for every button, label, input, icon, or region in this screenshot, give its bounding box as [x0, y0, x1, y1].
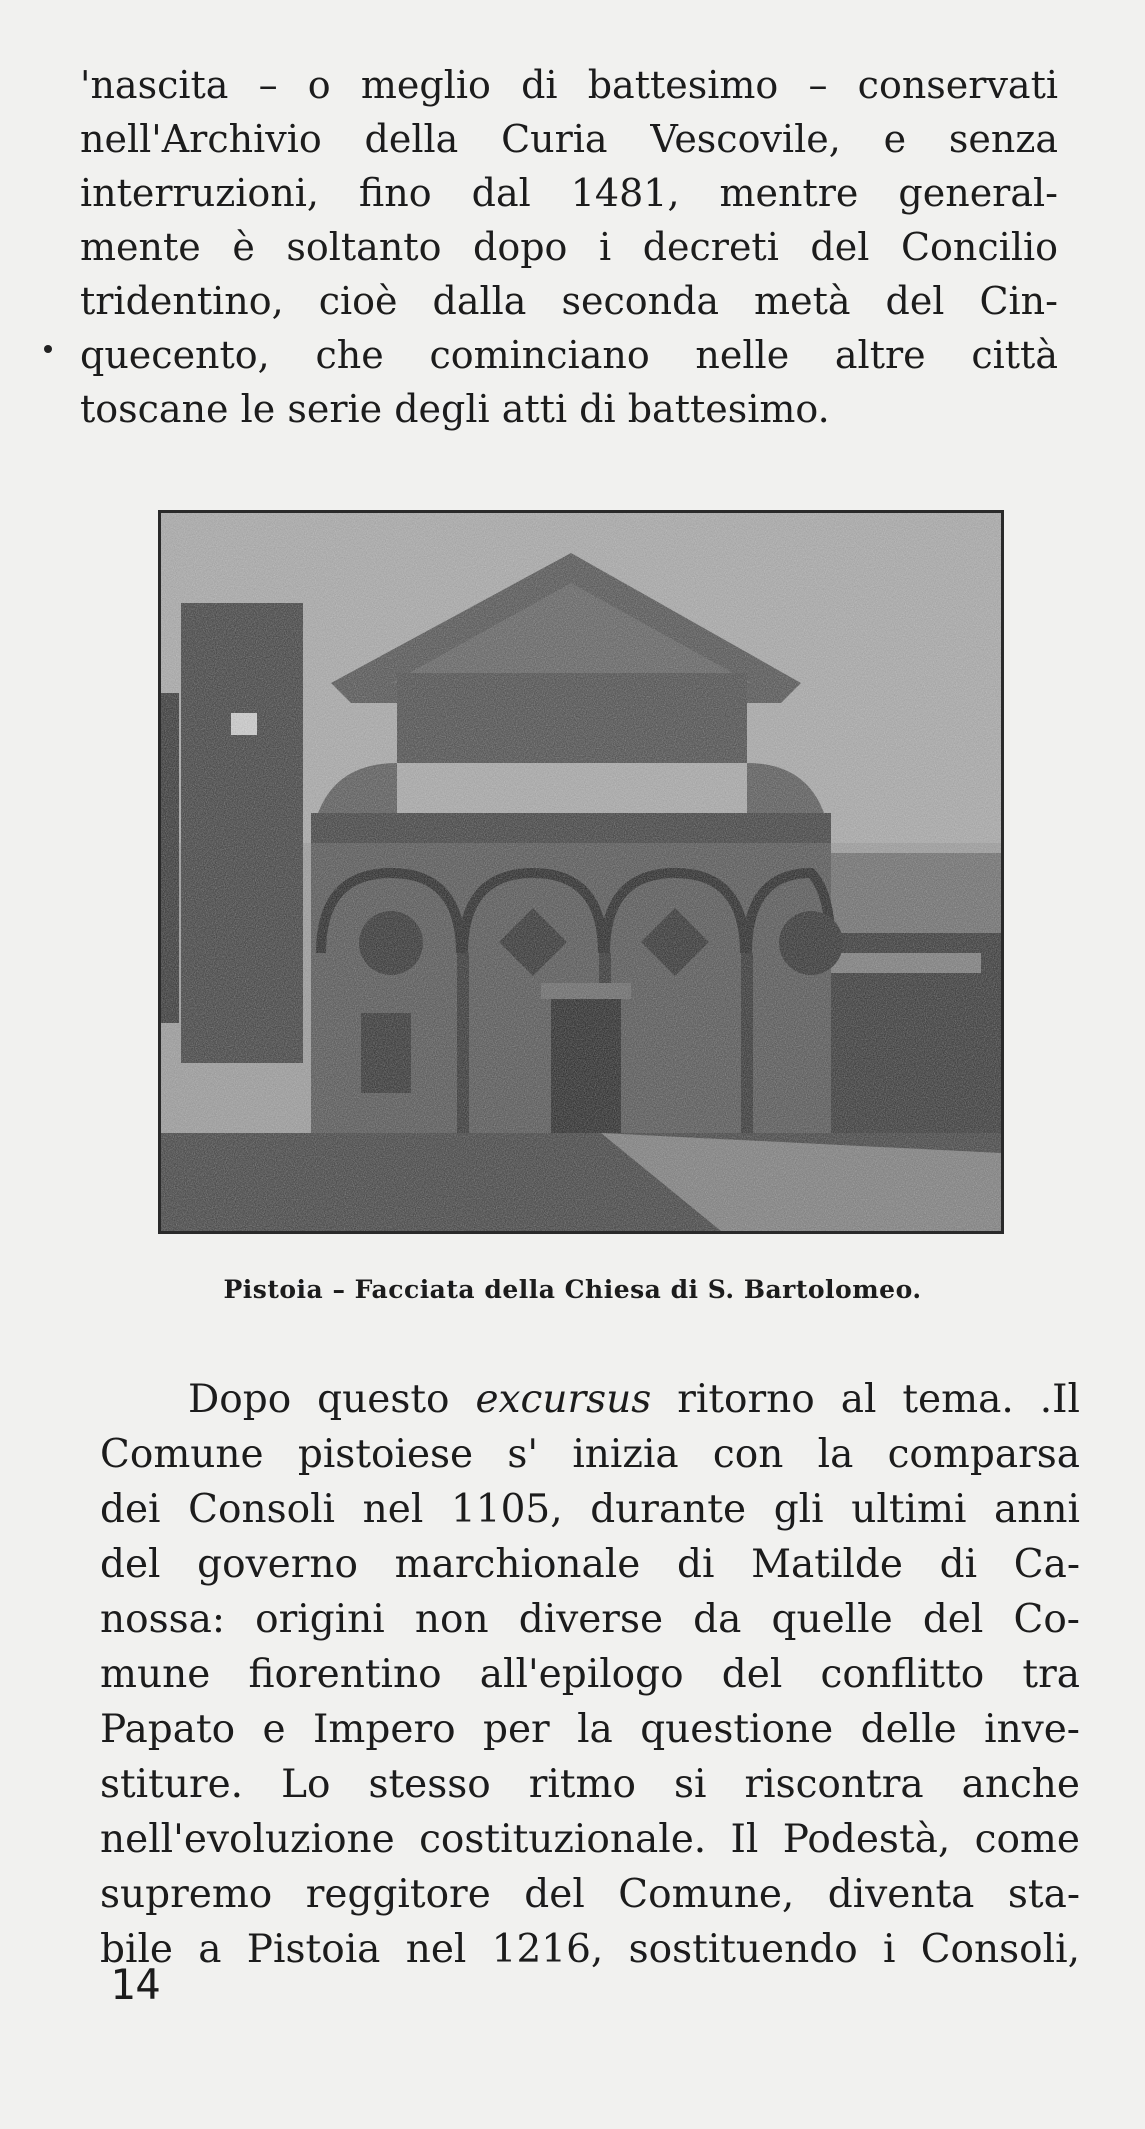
text-line-first [100, 1372, 1080, 1427]
text-line: Comune pistoiese s' inizia con la comparsa [100, 1432, 1080, 1477]
text-line: dei Consoli nel 1105, durante gli ultimi anni [100, 1487, 1080, 1532]
text-line: nossa: origini non diverse da quelle del Co- [100, 1597, 1080, 1642]
text-line: tridentino, cioè dalla seconda metà del Cin- [80, 279, 1058, 323]
figure-caption: Pistoia – Facciata della Chiesa di S. Bartolomeo. [223, 1275, 922, 1304]
church-facade-photo [158, 510, 1004, 1234]
paragraph-top [80, 58, 1058, 436]
page-number: 14 [110, 1960, 161, 2009]
text-line: 'nascita – o meglio di battesimo – conservati [80, 63, 1058, 107]
text-line: quecento, che cominciano nelle altre città [80, 333, 1058, 377]
text-line: mente è soltanto dopo i decreti del Concilio [80, 225, 1058, 269]
text-line: mune fiorentino all'epilogo del conflitto tra [100, 1652, 1080, 1697]
text-line: supremo reggitore del Comune, diventa sta- [100, 1872, 1080, 1917]
text-line: nell'Archivio della Curia Vescovile, e senza [80, 117, 1058, 161]
text-line: stiture. Lo stesso ritmo si riscontra anche [100, 1762, 1080, 1807]
church-illustration [161, 513, 1001, 1231]
text-line: interruzioni, fino dal 1481, mentre general- [80, 171, 1058, 215]
text-line: nell'evoluzione costituzionale. Il Podestà, come [100, 1817, 1080, 1862]
text-fragment: ritorno al tema. .Il [651, 1377, 1080, 1422]
text-fragment: Dopo questo [188, 1377, 476, 1422]
emphasis-excursus: excursus [475, 1377, 652, 1422]
ink-speck [44, 345, 52, 353]
text-line: Papato e Impero per la questione delle inve- [100, 1707, 1080, 1752]
text-line: del governo marchionale di Matilde di Ca- [100, 1542, 1080, 1587]
paragraph-bottom [100, 1372, 1080, 1977]
text-line: toscane le serie degli atti di battesimo. [80, 387, 830, 431]
text-line: bile a Pistoia nel 1216, sostituendo i Consoli, [100, 1927, 1080, 1972]
